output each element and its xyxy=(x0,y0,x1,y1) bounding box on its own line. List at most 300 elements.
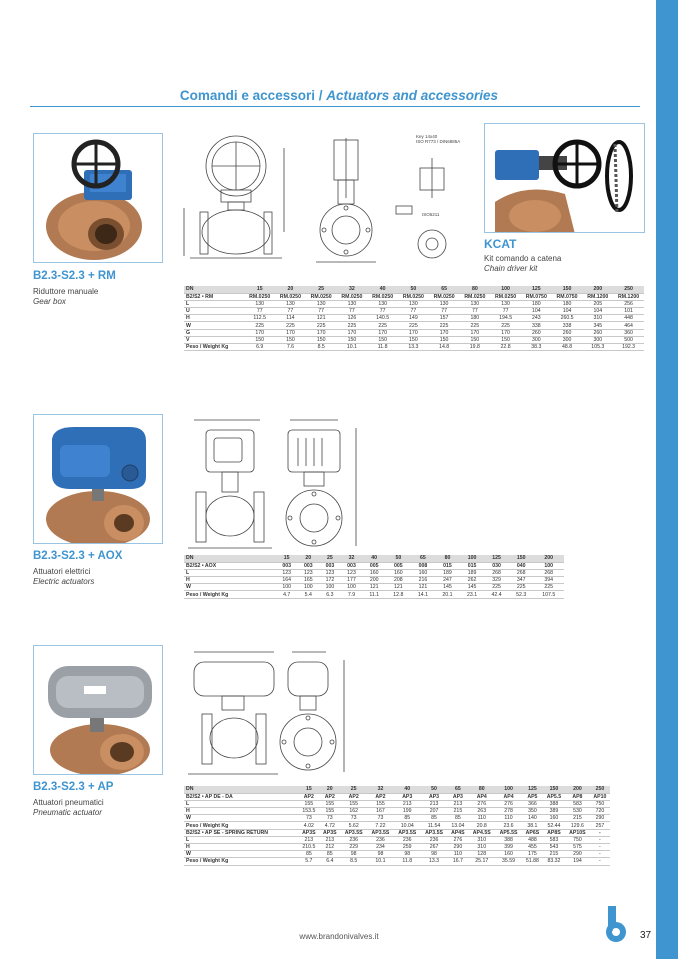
key-annotation: Key 14x40 ISO R773 / DIN6885A xyxy=(416,134,461,144)
spec-cell: 225 xyxy=(484,584,509,591)
spec-cell: 005 xyxy=(386,562,411,569)
spec-cell: 150 xyxy=(275,336,306,343)
spec-cell: 12.8 xyxy=(386,591,411,598)
spec-cell: AP6S xyxy=(522,829,543,836)
spec-cell: 200 xyxy=(533,555,564,562)
spec-cell: AP2 xyxy=(367,793,394,800)
spec-cell: AP5 xyxy=(522,793,543,800)
spec-row xyxy=(184,336,644,343)
spec-row-label: DN xyxy=(184,786,298,793)
spec-row xyxy=(184,577,564,584)
spec-row-label: L xyxy=(184,836,298,843)
spec-cell: 750 xyxy=(590,800,610,807)
spec-cell: AP8 xyxy=(565,793,590,800)
pneumatic-actuator-valve-photo xyxy=(33,645,163,775)
spec-cell: 260 xyxy=(582,329,613,336)
spec-cell: 150 xyxy=(306,336,337,343)
spec-cell: 162 xyxy=(340,808,367,815)
spec-cell: 177 xyxy=(341,577,363,584)
spec-cell: 259 xyxy=(394,844,421,851)
spec-cell: 347 xyxy=(509,577,534,584)
spec-cell: 130 xyxy=(275,300,306,307)
spec-cell: 104 xyxy=(521,308,552,315)
spec-row-label: H xyxy=(184,844,298,851)
spec-cell: 40 xyxy=(362,555,386,562)
spec-cell: 213 xyxy=(447,800,468,807)
spec-cell: 464 xyxy=(613,322,644,329)
spec-cell: 225 xyxy=(367,322,398,329)
spec-cell: 50 xyxy=(398,286,429,293)
spec-cell: 150 xyxy=(337,336,368,343)
spec-cell: 130 xyxy=(459,300,490,307)
spec-cell: 20 xyxy=(297,555,319,562)
electric-actuator-technical-drawing xyxy=(188,412,378,557)
gear-box-valve-photo xyxy=(33,133,163,263)
product-desc-en-ap: Pneumatic actuator xyxy=(33,808,102,817)
spec-cell: AP2 xyxy=(340,793,367,800)
spec-cell: 170 xyxy=(275,329,306,336)
spec-cell: 388 xyxy=(543,800,565,807)
spec-cell: 236 xyxy=(394,836,421,843)
spec-cell: - xyxy=(590,829,610,836)
spec-cell: 247 xyxy=(435,577,460,584)
spec-cell: 150 xyxy=(459,336,490,343)
spec-cell: 98 xyxy=(340,851,367,858)
product-desc-it-aox: Attuatori elettrici xyxy=(33,567,91,576)
spec-cell: 276 xyxy=(468,800,495,807)
spec-cell: 123 xyxy=(341,569,363,576)
spec-cell: 130 xyxy=(367,300,398,307)
spec-cell: RM.0750 xyxy=(552,293,583,300)
spec-cell: 192.3 xyxy=(613,344,644,351)
spec-cell: 394 xyxy=(533,577,564,584)
spec-cell: AP2 xyxy=(298,793,319,800)
spec-row-label: H xyxy=(184,808,298,815)
spec-cell: 215 xyxy=(447,808,468,815)
spec-cell: 150 xyxy=(552,286,583,293)
spec-cell: 77 xyxy=(337,308,368,315)
spec-cell: 310 xyxy=(468,844,495,851)
spec-row-label: L xyxy=(184,300,244,307)
spec-cell: 121 xyxy=(386,584,411,591)
spec-row-label: L xyxy=(184,800,298,807)
spec-cell: AP3S xyxy=(298,829,319,836)
spec-cell: 98 xyxy=(421,851,448,858)
spec-cell: 100 xyxy=(533,562,564,569)
spec-cell: 225 xyxy=(459,322,490,329)
spec-cell: AP2 xyxy=(319,793,340,800)
spec-cell: 268 xyxy=(484,569,509,576)
spec-cell: 77 xyxy=(459,308,490,315)
spec-cell: 73 xyxy=(319,815,340,822)
spec-cell: 5.4 xyxy=(297,591,319,598)
spec-cell: 199 xyxy=(394,808,421,815)
spec-cell: 73 xyxy=(340,815,367,822)
spec-row-label: V xyxy=(184,336,244,343)
spec-cell: 22.8 xyxy=(490,344,521,351)
spec-cell: 20.1 xyxy=(435,591,460,598)
spec-cell: 180 xyxy=(552,300,583,307)
spec-cell: 150 xyxy=(367,336,398,343)
spec-cell: 262 xyxy=(460,577,485,584)
spec-row xyxy=(184,851,610,858)
spec-cell: 100 xyxy=(495,786,522,793)
spec-cell: 276 xyxy=(495,800,522,807)
spec-row xyxy=(184,858,610,865)
spec-cell: 100 xyxy=(276,584,298,591)
spec-cell: RM.0750 xyxy=(521,293,552,300)
spec-cell: 110 xyxy=(468,815,495,822)
spec-row xyxy=(184,844,610,851)
spec-cell: 276 xyxy=(447,836,468,843)
spec-cell: 189 xyxy=(435,569,460,576)
spec-cell: 300 xyxy=(582,336,613,343)
spec-row-label: DN xyxy=(184,286,244,293)
spec-cell: 157 xyxy=(429,315,460,322)
spec-cell: 15 xyxy=(276,555,298,562)
spec-row-label: B2/S2 • AP DE - DA xyxy=(184,793,298,800)
spec-cell: 260 xyxy=(521,329,552,336)
spec-cell: 225 xyxy=(244,322,275,329)
spec-cell: 180 xyxy=(459,315,490,322)
spec-cell: 77 xyxy=(490,308,521,315)
spec-cell: 8.5 xyxy=(340,858,367,865)
spec-row xyxy=(184,344,644,351)
spec-cell: 121 xyxy=(306,315,337,322)
spec-cell: 85 xyxy=(319,851,340,858)
spec-cell: 77 xyxy=(244,308,275,315)
spec-cell: 329 xyxy=(484,577,509,584)
spec-row xyxy=(184,308,644,315)
spec-cell: 225 xyxy=(306,322,337,329)
spec-cell: 112.5 xyxy=(244,315,275,322)
spec-cell: 213 xyxy=(319,836,340,843)
spec-cell: 145 xyxy=(435,584,460,591)
spec-cell: AP10S xyxy=(565,829,590,836)
spec-cell: 114 xyxy=(275,315,306,322)
spec-cell: 110 xyxy=(495,815,522,822)
spec-cell: 23.6 xyxy=(495,822,522,829)
spec-cell: 77 xyxy=(367,308,398,315)
spec-cell: 310 xyxy=(468,836,495,843)
spec-row-label: B2/S2 • RM xyxy=(184,293,244,300)
spec-cell: 32 xyxy=(367,786,394,793)
spec-cell: 225 xyxy=(275,322,306,329)
page-title: Comandi e accessori / Actuators and accessories xyxy=(179,88,499,103)
spec-cell: 128 xyxy=(468,851,495,858)
spec-cell: 030 xyxy=(484,562,509,569)
spec-cell: 260.5 xyxy=(552,315,583,322)
spec-cell: 213 xyxy=(298,836,319,843)
spec-cell: 170 xyxy=(429,329,460,336)
spec-cell: 125 xyxy=(522,786,543,793)
spec-cell: RM.0250 xyxy=(398,293,429,300)
spec-cell: 11.8 xyxy=(367,344,398,351)
spec-cell: 32 xyxy=(337,286,368,293)
spec-cell: 130 xyxy=(490,300,521,307)
spec-cell: 4.02 xyxy=(298,822,319,829)
spec-cell: 180 xyxy=(521,300,552,307)
spec-cell: 153.5 xyxy=(298,808,319,815)
spec-table-aox xyxy=(184,555,564,599)
spec-cell: 150 xyxy=(490,336,521,343)
gear-box-technical-drawing xyxy=(176,128,480,273)
spec-cell: 205 xyxy=(582,300,613,307)
spec-cell: 720 xyxy=(590,808,610,815)
spec-cell: 225 xyxy=(509,584,534,591)
spec-cell: 300 xyxy=(552,336,583,343)
spec-cell: 125 xyxy=(521,286,552,293)
spec-cell: 85 xyxy=(394,815,421,822)
spec-cell: 366 xyxy=(522,800,543,807)
spec-cell: 160 xyxy=(386,569,411,576)
spec-row-label: L xyxy=(184,569,276,576)
spec-cell: 236 xyxy=(421,836,448,843)
spec-cell: 83.32 xyxy=(543,858,565,865)
spec-row-label: B2/S2 • AP SE - SPRING RETURN xyxy=(184,829,298,836)
spec-cell: RM.1200 xyxy=(582,293,613,300)
spec-cell: 85 xyxy=(447,815,468,822)
spec-cell: 189 xyxy=(460,569,485,576)
spec-cell: AP3 xyxy=(447,793,468,800)
spec-cell: 52.44 xyxy=(543,822,565,829)
spec-cell: 14.8 xyxy=(429,344,460,351)
spec-cell: 583 xyxy=(543,836,565,843)
spec-cell: RM.0250 xyxy=(429,293,460,300)
spec-cell: AP3.5S xyxy=(421,829,448,836)
spec-cell: 4.72 xyxy=(319,822,340,829)
spec-cell: 80 xyxy=(468,786,495,793)
spec-cell: 10.1 xyxy=(367,858,394,865)
spec-cell: 77 xyxy=(398,308,429,315)
spec-row-label: Peso / Weight Kg xyxy=(184,858,298,865)
spec-cell: AP3S xyxy=(319,829,340,836)
spec-cell: 150 xyxy=(429,336,460,343)
spec-cell: 208 xyxy=(386,577,411,584)
spec-cell: 5.62 xyxy=(340,822,367,829)
spec-cell: 150 xyxy=(509,555,534,562)
spec-cell: 16.7 xyxy=(447,858,468,865)
spec-cell: 008 xyxy=(411,562,436,569)
spec-cell: 100 xyxy=(319,584,341,591)
spec-cell: 80 xyxy=(459,286,490,293)
spec-row xyxy=(184,786,610,793)
spec-cell: 7.9 xyxy=(341,591,363,598)
spec-table-ap xyxy=(184,786,610,866)
spec-cell: 170 xyxy=(244,329,275,336)
spec-row xyxy=(184,329,644,336)
spec-cell: 207 xyxy=(421,808,448,815)
spec-cell: 50 xyxy=(386,555,411,562)
spec-cell: 149 xyxy=(398,315,429,322)
spec-row-label: Peso / Weight Kg xyxy=(184,344,244,351)
spec-cell: 290 xyxy=(447,844,468,851)
spec-cell: 210.5 xyxy=(298,844,319,851)
spec-row xyxy=(184,300,644,307)
spec-table-rm xyxy=(184,286,644,351)
spec-cell: 11.8 xyxy=(394,858,421,865)
product-name-aox: B2.3-S2.3 + AOX xyxy=(33,550,123,562)
spec-cell: 7.22 xyxy=(367,822,394,829)
spec-cell: 155 xyxy=(319,808,340,815)
spec-cell: 212 xyxy=(319,844,340,851)
spec-row xyxy=(184,562,564,569)
spec-cell: 19.8 xyxy=(459,344,490,351)
spec-row-label: W xyxy=(184,322,244,329)
spec-cell: 15 xyxy=(244,286,275,293)
spec-cell: AP3 xyxy=(421,793,448,800)
spec-cell: 200 xyxy=(362,577,386,584)
spec-cell: 100 xyxy=(490,286,521,293)
kit-desc-en: Chain driver kit xyxy=(484,264,538,273)
spec-row xyxy=(184,800,610,807)
spec-cell: 6.9 xyxy=(244,344,275,351)
spec-cell: AP8S xyxy=(543,829,565,836)
svg-text:VALVES: VALVES xyxy=(609,913,615,932)
spec-cell: 126 xyxy=(337,315,368,322)
spec-cell: RM.0250 xyxy=(275,293,306,300)
spec-cell: 530 xyxy=(565,808,590,815)
spec-cell: 52.3 xyxy=(509,591,534,598)
spec-cell: 35.59 xyxy=(495,858,522,865)
spec-cell: 100 xyxy=(297,584,319,591)
spec-cell: - xyxy=(590,858,610,865)
spec-cell: 140 xyxy=(522,815,543,822)
spec-cell: 260 xyxy=(552,329,583,336)
spec-cell: 77 xyxy=(275,308,306,315)
brand-logo xyxy=(596,906,626,949)
spec-cell: 200 xyxy=(565,786,590,793)
spec-cell: 40 xyxy=(394,786,421,793)
spec-cell: 236 xyxy=(340,836,367,843)
spec-cell: 215 xyxy=(543,851,565,858)
spec-cell: 583 xyxy=(565,800,590,807)
spec-cell: 6.4 xyxy=(319,858,340,865)
spec-cell: 005 xyxy=(362,562,386,569)
spec-cell: AP3.5S xyxy=(394,829,421,836)
spec-row xyxy=(184,584,564,591)
spec-cell: 488 xyxy=(522,836,543,843)
spec-cell: 5.7 xyxy=(298,858,319,865)
spec-cell: 310 xyxy=(582,315,613,322)
spec-row-label: W xyxy=(184,815,298,822)
spec-cell: 104 xyxy=(552,308,583,315)
spec-cell: 170 xyxy=(367,329,398,336)
spec-cell: 20 xyxy=(275,286,306,293)
spec-cell: 257 xyxy=(590,822,610,829)
spec-cell: AP4S xyxy=(447,829,468,836)
spec-cell: 290 xyxy=(565,851,590,858)
spec-cell: 13.3 xyxy=(421,858,448,865)
spec-cell: RM.0250 xyxy=(244,293,275,300)
spec-cell: 160 xyxy=(495,851,522,858)
spec-cell: 65 xyxy=(447,786,468,793)
spec-cell: 160 xyxy=(543,815,565,822)
spec-cell: 250 xyxy=(613,286,644,293)
spec-cell: 250 xyxy=(590,786,610,793)
spec-cell: 345 xyxy=(582,322,613,329)
spec-cell: 229 xyxy=(340,844,367,851)
kit-desc-it: Kit comando a catena xyxy=(484,254,562,263)
spec-cell: 98 xyxy=(367,851,394,858)
spec-cell: 121 xyxy=(411,584,436,591)
spec-cell: 360 xyxy=(613,329,644,336)
spec-cell: AP4 xyxy=(468,793,495,800)
spec-cell: 003 xyxy=(319,562,341,569)
spec-cell: 215 xyxy=(565,815,590,822)
spec-cell: 172 xyxy=(319,577,341,584)
spec-cell: 25 xyxy=(340,786,367,793)
spec-cell: 123 xyxy=(297,569,319,576)
spec-cell: AP3.5S xyxy=(340,829,367,836)
spec-cell: 155 xyxy=(319,800,340,807)
spec-cell: 167 xyxy=(367,808,394,815)
spec-cell: 32 xyxy=(341,555,363,562)
spec-cell: RM.0250 xyxy=(459,293,490,300)
spec-cell: 388 xyxy=(495,836,522,843)
spec-cell: 003 xyxy=(341,562,363,569)
pneumatic-actuator-technical-drawing xyxy=(188,644,358,784)
spec-cell: 290 xyxy=(590,815,610,822)
spec-cell: 10.1 xyxy=(337,344,368,351)
spec-cell: 25.17 xyxy=(468,858,495,865)
spec-cell: 73 xyxy=(367,815,394,822)
spec-cell: 170 xyxy=(490,329,521,336)
spec-row-label: Peso / Weight Kg xyxy=(184,591,276,598)
spec-cell: 234 xyxy=(367,844,394,851)
spec-row xyxy=(184,829,610,836)
spec-cell: 105.3 xyxy=(582,344,613,351)
product-name-ap: B2.3-S2.3 + AP xyxy=(33,781,114,793)
spec-cell: AP4.5S xyxy=(468,829,495,836)
spec-cell: 6.3 xyxy=(319,591,341,598)
spec-cell: 236 xyxy=(367,836,394,843)
spec-cell: 175 xyxy=(522,851,543,858)
spec-cell: 23.1 xyxy=(460,591,485,598)
spec-row xyxy=(184,286,644,293)
spec-cell: 225 xyxy=(398,322,429,329)
spec-cell: 448 xyxy=(613,315,644,322)
spec-cell: 85 xyxy=(421,815,448,822)
spec-cell: 130 xyxy=(337,300,368,307)
spec-row-label: H xyxy=(184,315,244,322)
spec-cell: 40 xyxy=(367,286,398,293)
spec-cell: 65 xyxy=(411,555,436,562)
spec-cell: 38.1 xyxy=(522,822,543,829)
spec-cell: 42.4 xyxy=(484,591,509,598)
spec-row xyxy=(184,293,644,300)
spec-cell: 101 xyxy=(613,308,644,315)
website-url: www.brandonivalves.it xyxy=(299,932,379,941)
spec-cell: 8.5 xyxy=(306,344,337,351)
spec-row-label: U xyxy=(184,308,244,315)
spec-cell: 130 xyxy=(306,300,337,307)
spec-cell: 14.1 xyxy=(411,591,436,598)
spec-cell: AP10 xyxy=(590,793,610,800)
spec-cell: 65 xyxy=(429,286,460,293)
spec-cell: 200 xyxy=(582,286,613,293)
spec-cell: 399 xyxy=(495,844,522,851)
spec-cell: 225 xyxy=(533,584,564,591)
spec-row-label: B2/S2 • AOX xyxy=(184,562,276,569)
spec-row xyxy=(184,591,564,598)
spec-cell: 338 xyxy=(521,322,552,329)
spec-cell: RM.0250 xyxy=(306,293,337,300)
spec-row-label: H xyxy=(184,577,276,584)
spec-cell: 20 xyxy=(319,786,340,793)
spec-cell: AP4 xyxy=(495,793,522,800)
spec-cell: 194.5 xyxy=(490,315,521,322)
